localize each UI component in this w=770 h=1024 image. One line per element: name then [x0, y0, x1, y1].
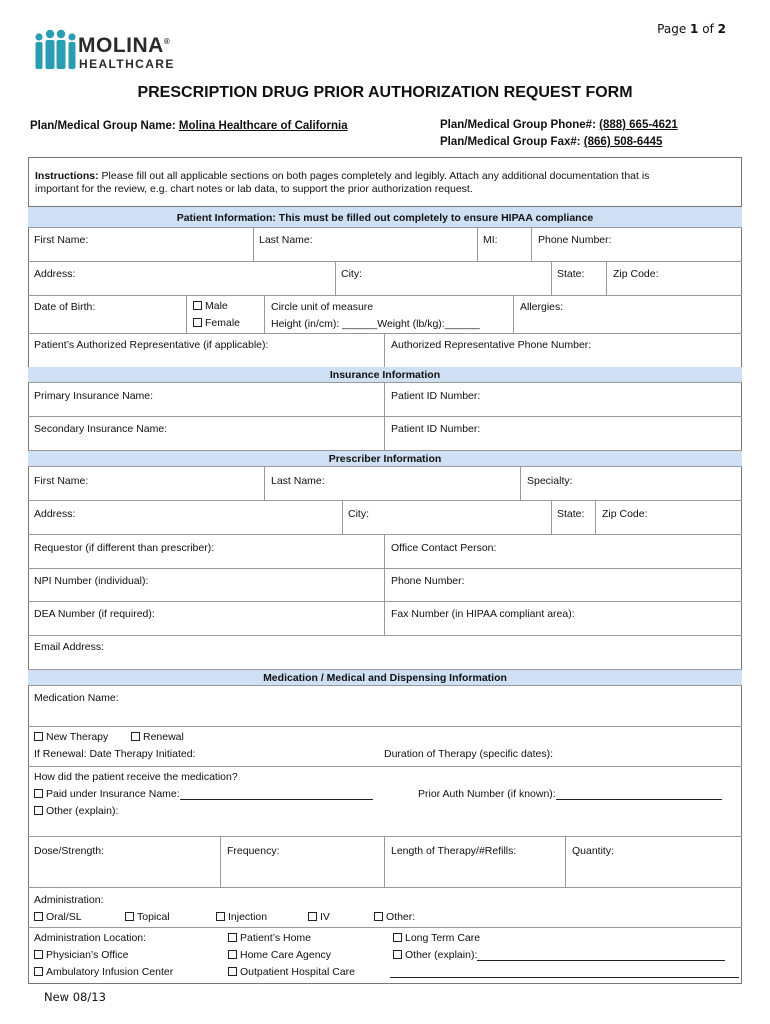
- requestor-field[interactable]: Requestor (if different than prescriber):: [34, 542, 215, 554]
- patient-address[interactable]: Address:: [34, 268, 76, 280]
- primary-patient-id[interactable]: Patient ID Number:: [391, 390, 481, 402]
- patients-home-checkbox[interactable]: Patient’s Home: [228, 932, 311, 944]
- page-of: of: [702, 22, 714, 36]
- prescriber-address[interactable]: Address:: [34, 508, 76, 520]
- secondary-patient-id[interactable]: Patient ID Number:: [391, 423, 481, 435]
- prescriber-specialty[interactable]: Specialty:: [527, 475, 573, 487]
- logo-sub: HEALTHCARE: [79, 57, 175, 71]
- npi-field[interactable]: NPI Number (individual):: [34, 575, 149, 587]
- prescriber-phone[interactable]: Phone Number:: [391, 575, 465, 587]
- patient-rep[interactable]: Patient’s Authorized Representative (if applicable):: [34, 339, 269, 351]
- plan-fax-value: (866) 508-6445: [583, 136, 663, 148]
- email-field[interactable]: Email Address:: [34, 641, 105, 653]
- medication-header: Medication / Medical and Dispensing Information: [28, 670, 742, 686]
- patient-allergies[interactable]: Allergies:: [520, 301, 564, 313]
- other-location-checkbox[interactable]: Other (explain):: [393, 949, 725, 961]
- primary-insurance[interactable]: Primary Insurance Name:: [34, 390, 154, 402]
- prescriber-header: Prescriber Information: [28, 451, 742, 467]
- prescriber-zip[interactable]: Zip Code:: [602, 508, 648, 520]
- patient-last-name[interactable]: Last Name:: [259, 234, 313, 246]
- topical-checkbox[interactable]: Topical: [125, 911, 170, 923]
- page-label: Page: [657, 22, 687, 36]
- renewal-checkbox[interactable]: Renewal: [131, 731, 184, 743]
- medication-row-4: [28, 837, 742, 888]
- plan-contacts: Plan/Medical Group Phone#: (888) 665-4621 Plan/Medical Group Fax#: (866) 508-6445: [440, 119, 678, 148]
- other-admin-checkbox[interactable]: Other:: [374, 911, 415, 923]
- quantity-field[interactable]: Quantity:: [572, 845, 615, 857]
- administration-label: Administration:: [34, 894, 104, 906]
- prescriber-city[interactable]: City:: [348, 508, 369, 520]
- prescriber-last-name[interactable]: Last Name:: [271, 475, 325, 487]
- iv-checkbox[interactable]: IV: [308, 911, 330, 923]
- patient-mi[interactable]: MI:: [483, 234, 498, 246]
- length-field[interactable]: Length of Therapy/#Refills:: [391, 845, 517, 857]
- long-term-care-checkbox[interactable]: Long Term Care: [393, 932, 480, 944]
- logo-registered-mark: ®: [163, 37, 171, 46]
- prescriber-row-1: [28, 467, 742, 501]
- logo-brand: MOLINA®: [78, 34, 171, 57]
- how-received-label: How did the patient receive the medication?: [34, 771, 238, 783]
- other-location-line[interactable]: [390, 977, 739, 978]
- secondary-insurance[interactable]: Secondary Insurance Name:: [34, 423, 168, 435]
- patient-first-name[interactable]: First Name:: [34, 234, 89, 246]
- form-title: PRESCRIPTION DRUG PRIOR AUTHORIZATION REQUEST FORM: [137, 84, 633, 101]
- dea-field[interactable]: DEA Number (if required):: [34, 608, 155, 620]
- patient-header: Patient Information: This must be filled out completely to ensure HIPAA compliance: [28, 206, 742, 228]
- patient-dob[interactable]: Date of Birth:: [34, 301, 96, 313]
- frequency-field[interactable]: Frequency:: [227, 845, 280, 857]
- other-explain-checkbox[interactable]: Other (explain):: [34, 805, 118, 817]
- patient-row-1: [28, 228, 742, 262]
- prescriber-row-6: [28, 636, 742, 670]
- plan-name: Plan/Medical Group Name: Molina Healthcare of California: [30, 120, 348, 132]
- page-total: 2: [717, 22, 726, 36]
- prior-auth-field[interactable]: Prior Auth Number (if known):: [418, 788, 722, 800]
- physicians-office-checkbox[interactable]: Physician’s Office: [34, 949, 128, 961]
- outpatient-checkbox[interactable]: Outpatient Hospital Care: [228, 966, 355, 978]
- plan-phone-value: (888) 665-4621: [599, 119, 678, 131]
- medication-row-1: [28, 686, 742, 727]
- female-checkbox[interactable]: Female: [193, 317, 240, 329]
- prescriber-first-name[interactable]: First Name:: [34, 475, 89, 487]
- patient-zip[interactable]: Zip Code:: [613, 268, 659, 280]
- home-care-agency-checkbox[interactable]: Home Care Agency: [228, 949, 331, 961]
- height-weight-field[interactable]: Height (in/cm): ______Weight (lb/kg):______: [271, 318, 480, 330]
- page-current: 1: [690, 22, 699, 36]
- page-number: [657, 22, 726, 36]
- male-checkbox[interactable]: Male: [193, 300, 228, 312]
- patient-rep-phone[interactable]: Authorized Representative Phone Number:: [391, 339, 592, 351]
- patient-state[interactable]: State:: [557, 268, 585, 280]
- plan-name-value: Molina Healthcare of California: [178, 120, 348, 132]
- injection-checkbox[interactable]: Injection: [216, 911, 267, 923]
- office-contact-field[interactable]: Office Contact Person:: [391, 542, 497, 554]
- ambulatory-checkbox[interactable]: Ambulatory Infusion Center: [34, 966, 173, 978]
- circle-unit-label: Circle unit of measure: [271, 301, 374, 313]
- renewal-date-field[interactable]: If Renewal: Date Therapy Initiated:: [34, 748, 196, 760]
- dose-field[interactable]: Dose/Strength:: [34, 845, 105, 857]
- paid-insurance-checkbox[interactable]: Paid under Insurance Name:: [34, 788, 373, 800]
- medication-name-field[interactable]: Medication Name:: [34, 692, 119, 704]
- instructions-box: Instructions: Please fill out all applicable sections on both pages completely and legibly. Attach any additional documentation that is important for the review, e.g. chart notes or lab data, to support the prior authorization request.: [28, 157, 742, 206]
- patient-phone[interactable]: Phone Number:: [538, 234, 612, 246]
- admin-location-label: Administration Location:: [34, 932, 147, 944]
- duration-field[interactable]: Duration of Therapy (specific dates):: [384, 748, 554, 760]
- new-therapy-checkbox[interactable]: New Therapy: [34, 731, 108, 743]
- oral-checkbox[interactable]: Oral/SL: [34, 911, 82, 923]
- insurance-header: Insurance Information: [28, 367, 742, 383]
- patient-city[interactable]: City:: [341, 268, 362, 280]
- prescriber-state[interactable]: State:: [557, 508, 585, 520]
- prescriber-fax[interactable]: Fax Number (in HIPAA compliant area):: [391, 608, 575, 620]
- form-version: New 08/13: [44, 990, 106, 1004]
